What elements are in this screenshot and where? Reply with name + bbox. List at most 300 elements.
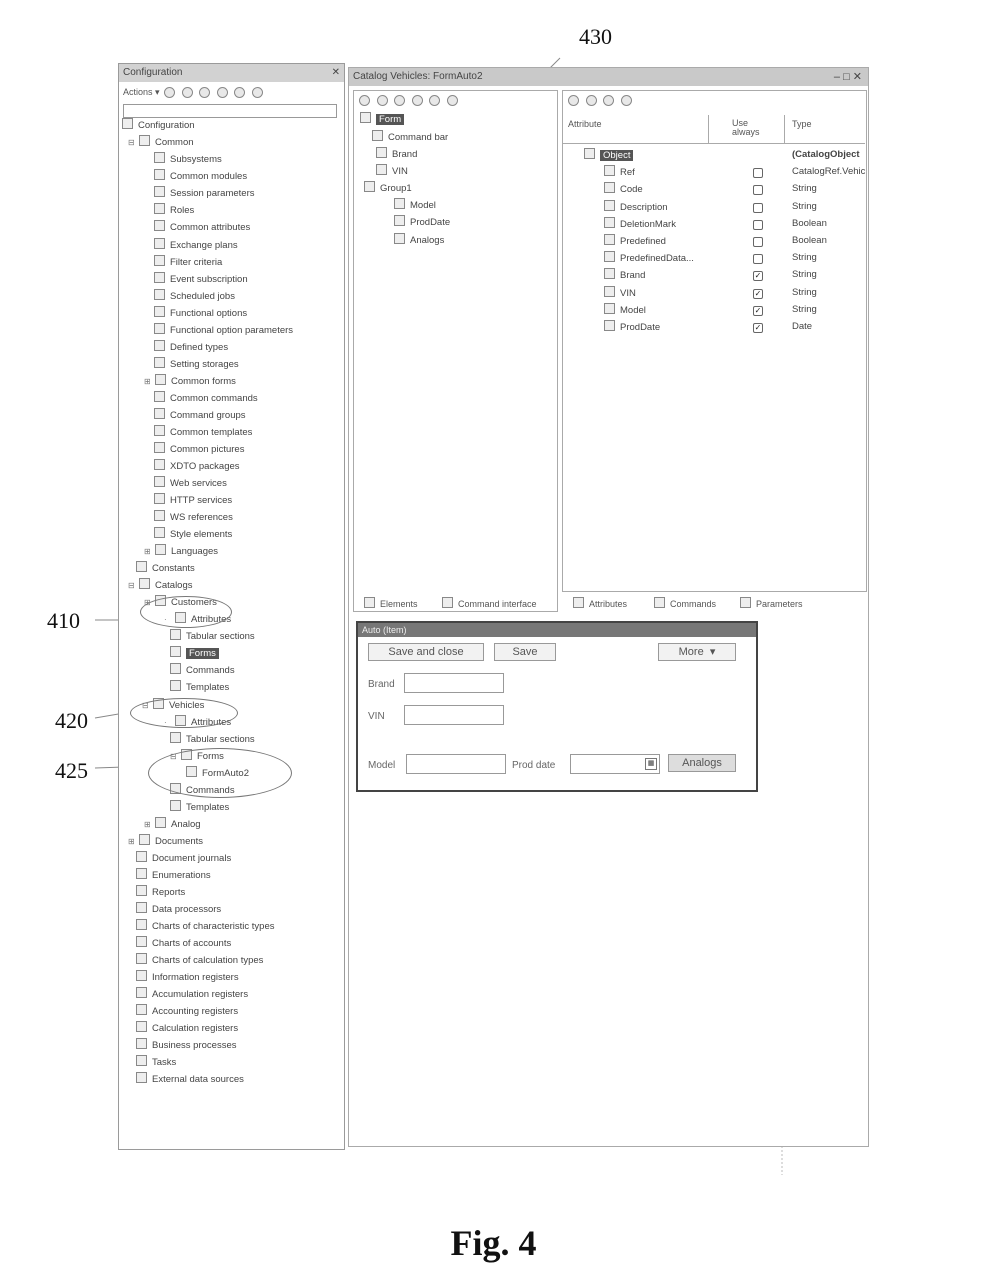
expand-icon[interactable]: ⊟ [142,701,149,710]
metadata-icon [154,391,165,402]
add-icon[interactable] [568,95,579,106]
attribute-column-header[interactable]: Attribute [568,119,602,129]
config-tree-item[interactable] [136,1038,236,1052]
form-element-icon [394,198,405,209]
metadata-icon [122,118,133,129]
tab-icon [740,597,751,608]
config-tree-label: Attributes [191,717,232,728]
attribute-type: (CatalogObject [792,149,860,160]
config-tree-item[interactable] [154,169,247,183]
config-tree-label: Common templates [170,427,253,438]
metadata-icon [154,493,165,504]
up-icon[interactable] [217,87,228,98]
tab-label: Commands [670,599,717,609]
config-tree-label: Tabular sections [186,734,255,745]
metadata-icon [154,238,165,249]
form-element-icon [376,164,387,175]
ref-410: 410 [47,608,80,633]
expand-icon[interactable]: ⊞ [144,547,151,556]
figure-caption: Fig. 4 [450,1223,537,1263]
config-tree-label: Constants [152,563,195,574]
config-tree-label: Calculation registers [152,1023,239,1034]
expand-icon[interactable]: · [164,718,167,727]
vin-field[interactable] [404,705,504,725]
form-element-label: Brand [392,149,418,160]
metadata-icon [154,527,165,538]
attribute-type: Date [792,321,813,332]
brand-label: Brand [368,679,395,690]
highlight-forms [148,748,292,798]
configuration-title: Configuration [123,67,183,78]
config-tree-label: Forms [197,751,224,762]
attribute-row[interactable] [604,200,668,214]
expand-icon[interactable]: ⊟ [128,581,135,590]
config-tree-item[interactable] [154,408,246,422]
config-tree-label: Business processes [152,1040,237,1051]
attribute-name: DeletionMark [620,218,676,230]
metadata-icon [170,629,181,640]
form-element-label: Group1 [380,183,412,194]
config-tree-item[interactable] [136,970,239,984]
metadata-icon [136,936,147,947]
vin-label: VIN [368,711,385,722]
config-tree-label: Attributes [191,614,232,625]
ref-420: 420 [55,708,88,733]
form-element-icon [364,181,375,192]
metadata-icon [154,220,165,231]
attribute-name: Description [620,201,668,213]
config-tree-label: Common commands [170,393,258,404]
config-tree-label: Analog [171,819,201,830]
use-always-checkbox[interactable] [753,185,763,195]
attribute-type: String [792,286,817,298]
config-tree-item[interactable] [154,459,240,473]
metadata-icon [139,135,150,146]
config-tree-item[interactable] [136,1055,176,1069]
form-element-label: Model [410,200,436,211]
more-label: More [678,646,704,658]
attribute-row[interactable] [604,268,645,282]
config-tree-label: XDTO packages [170,461,240,472]
config-tree-item[interactable] [154,442,244,456]
config-tree-item[interactable] [154,203,194,217]
form-editor-title: Catalog Vehicles: FormAuto2 [353,71,483,82]
attribute-row[interactable] [604,217,676,231]
preview-form [356,621,758,792]
config-tree-item[interactable] [154,357,239,371]
use-always-checkbox[interactable]: ✓ [754,288,762,298]
metadata-icon [155,374,166,385]
expand-icon[interactable]: ⊞ [128,837,135,846]
config-tree-item[interactable] [154,272,248,286]
config-tree-item[interactable] [144,374,236,388]
config-tree-item[interactable] [136,902,221,916]
config-tree-label: Tasks [152,1057,177,1068]
expand-icon[interactable]: ⊟ [128,138,135,147]
attribute-icon [604,217,615,228]
attribute-icon [604,320,615,331]
form-element-label: ProdDate [410,217,451,228]
metadata-icon [154,323,165,334]
delete-icon[interactable] [621,95,632,106]
expand-icon[interactable]: ⊞ [144,820,151,829]
attribute-icon [604,234,615,245]
ref-430: 430 [579,24,612,49]
config-tree-item[interactable] [122,118,195,132]
attribute-type: CatalogRef.Vehic [792,166,866,178]
use-always-checkbox[interactable]: ✓ [754,323,762,332]
form-element-item[interactable] [376,147,417,161]
metadata-icon [154,272,165,283]
attribute-name: Object [600,150,633,161]
config-tree-item[interactable] [136,936,231,950]
expand-icon[interactable]: · [164,615,167,624]
form-element-item[interactable] [394,233,444,247]
use-always-checkbox[interactable] [753,220,763,230]
metadata-icon [154,289,165,300]
attributes-header [562,115,865,144]
config-tree-item[interactable] [128,834,203,848]
form-element-item[interactable] [372,130,448,144]
metadata-icon [170,646,181,657]
config-tree-label: Roles [170,205,195,216]
form-element-item[interactable] [376,164,408,178]
down-icon[interactable] [234,87,245,98]
metadata-icon [154,408,165,419]
config-tree-item[interactable] [170,663,235,677]
metadata-icon [136,1055,147,1066]
metadata-icon [154,459,165,470]
config-tree-label: Setting storages [170,359,239,370]
form-element-label: VIN [392,166,408,177]
metadata-icon [155,544,166,555]
config-tree-label: Functional options [170,308,248,319]
use-always-column-header[interactable]: Use always [732,118,760,137]
metadata-icon [136,1021,147,1032]
metadata-icon [139,834,150,845]
type-column-header[interactable]: Type [792,119,812,129]
config-tree-item[interactable] [144,544,218,558]
close-icon[interactable]: ✕ [331,67,340,78]
form-editor-titlebar [349,68,868,86]
form-element-icon [376,147,387,158]
chevron-down-icon: ▾ [706,646,716,658]
metadata-icon [170,680,181,691]
config-tree-item[interactable] [136,868,211,882]
attribute-row[interactable] [604,251,694,265]
config-tree-label: Commands [186,665,235,676]
attribute-icon [584,148,595,159]
metadata-icon [154,442,165,453]
config-tree-item[interactable] [154,476,227,490]
brand-field[interactable] [404,673,504,693]
config-tree-label: Reports [152,887,186,898]
highlight-vehicles [130,698,238,728]
filter-icon[interactable] [252,87,263,98]
preview-title: Auto (Item) [358,623,756,637]
use-always-checkbox[interactable]: ✓ [754,305,762,315]
search-input[interactable] [123,104,337,118]
config-tree-label: Command groups [170,410,246,421]
config-tree-label: Templates [186,682,230,693]
metadata-icon [154,510,165,521]
attribute-row[interactable] [604,320,660,334]
config-tree-label: Event subscription [170,274,248,285]
config-tree-label: External data sources [152,1074,244,1085]
metadata-icon [136,987,147,998]
form-element-item[interactable] [360,112,404,126]
tab-label: Parameters [756,599,803,609]
use-always-checkbox[interactable]: ✓ [754,271,762,281]
config-tree-label: Commands [186,785,235,796]
config-tree-item[interactable] [154,527,232,541]
attribute-icon [604,303,615,314]
form-element-icon [394,233,405,244]
metadata-icon [154,186,165,197]
metadata-icon [136,953,147,964]
attribute-name: Model [620,304,646,316]
config-tree-label: Languages [171,546,219,557]
config-tree-item[interactable] [154,425,252,439]
metadata-icon [154,152,165,163]
attribute-type: String [792,200,817,212]
actions-menu[interactable]: Actions [123,87,153,97]
metadata-icon [136,1072,147,1083]
tab-label: Attributes [589,599,628,609]
config-tree-label: Accumulation registers [152,989,249,1000]
config-tree-label: Customers [171,597,217,608]
edit-icon[interactable] [182,87,193,98]
metadata-icon [136,1004,147,1015]
config-tree-label: Document journals [152,853,232,864]
ref-425: 425 [55,758,88,783]
analogs-button[interactable]: Analogs [668,754,736,772]
config-tree-label: Vehicles [169,700,205,711]
attribute-row[interactable] [604,286,636,300]
attribute-row[interactable] [604,303,646,317]
config-tree-item[interactable] [154,220,250,234]
config-tree-label: Scheduled jobs [170,291,235,302]
config-tree-item[interactable] [154,255,222,269]
config-tree-label: WS references [170,512,233,523]
metadata-icon [136,919,147,930]
metadata-icon [136,902,147,913]
use-always-checkbox[interactable] [753,237,763,247]
more-button[interactable] [658,643,736,661]
tab-elements[interactable] [364,597,418,609]
attribute-name: PredefinedData... [620,253,694,265]
config-tree-item[interactable] [154,186,254,200]
config-tree-item[interactable] [128,578,193,592]
config-tree-label: Configuration [138,120,195,131]
elements-toolbar [357,92,460,108]
metadata-icon [154,306,165,317]
add-icon[interactable] [359,95,370,106]
config-tree-item[interactable] [154,510,233,524]
attribute-icon [604,286,615,297]
config-tree-label: Common modules [170,171,248,182]
config-tree-item[interactable] [170,646,219,660]
attribute-row[interactable] [604,182,643,196]
config-tree-item[interactable] [154,238,238,252]
metadata-icon [136,561,147,572]
config-tree-label: Tabular sections [186,631,255,642]
metadata-icon [170,732,181,743]
config-tree-label: Session parameters [170,188,255,199]
config-tree-label: Web services [170,478,227,489]
config-tree-label: Charts of accounts [152,938,232,949]
config-tree-label: Forms [186,648,219,659]
delete-icon[interactable] [199,87,210,98]
attribute-type: String [792,183,817,195]
save-and-close-button[interactable]: Save and close [368,643,484,661]
config-tree-item[interactable] [154,493,232,507]
form-element-item[interactable] [364,181,412,195]
prod-date-field[interactable] [570,754,660,774]
config-tree-item[interactable] [154,289,235,303]
tab-icon [573,597,584,608]
config-tree-label: Exchange plans [170,240,238,251]
config-tree-item[interactable] [136,953,263,967]
config-tree-item[interactable] [154,323,293,337]
config-tree-label: Common [155,137,194,148]
model-label: Model [368,760,396,771]
config-tree-label: Documents [155,836,204,847]
use-always-checkbox[interactable] [753,168,763,178]
config-tree-item[interactable] [170,680,229,694]
config-tree-label: Enumerations [152,870,211,881]
metadata-icon [136,1038,147,1049]
attribute-type: String [792,269,817,281]
config-tree-label: Data processors [152,904,222,915]
config-tree-item[interactable] [154,152,222,166]
use-always-checkbox[interactable] [753,203,763,213]
metadata-icon [136,851,147,862]
config-tree-label: Style elements [170,529,233,540]
tab-label: Command interface [458,599,537,609]
expand-icon[interactable]: ⊞ [144,598,151,607]
form-element-icon [360,112,371,123]
attribute-icon [604,182,615,193]
metadata-icon [170,663,181,674]
attribute-type: String [792,303,817,315]
expand-icon[interactable]: ⊞ [144,377,151,386]
copy-icon[interactable] [586,95,597,106]
attribute-row[interactable] [604,165,635,179]
attribute-name: ProdDate [620,322,661,333]
tab-parameters[interactable] [740,597,803,609]
tab-commands[interactable] [654,597,716,609]
model-field[interactable] [406,754,506,774]
config-tree-label: Subsystems [170,154,222,165]
config-tree-item[interactable] [136,885,185,899]
config-tree-item[interactable] [136,561,195,575]
attribute-type: Boolean [792,235,827,246]
attribute-name: VIN [620,287,636,299]
tab-label: Elements [380,599,418,609]
calendar-icon[interactable]: ▦ [645,758,657,770]
config-tree-item[interactable] [136,1004,238,1018]
up-icon[interactable] [412,95,423,106]
metadata-icon [136,970,147,981]
attribute-icon [604,268,615,279]
config-tree-label: Common attributes [170,222,251,233]
metadata-icon [170,800,181,811]
attribute-row[interactable] [604,234,666,248]
metadata-icon [136,885,147,896]
config-tree-item[interactable] [154,340,228,354]
form-element-icon [372,130,383,141]
config-tree-item[interactable] [136,919,275,933]
config-tree-item[interactable] [170,629,255,643]
config-tree-item[interactable] [170,800,229,814]
metadata-icon [154,340,165,351]
config-tree-item[interactable] [136,1072,244,1086]
config-tree-item[interactable] [128,135,194,149]
use-always-checkbox[interactable] [753,254,763,264]
tab-command-interface[interactable] [442,597,537,609]
config-tree-item[interactable] [170,732,255,746]
metadata-icon [154,255,165,266]
attribute-row[interactable] [584,148,633,162]
save-button[interactable]: Save [494,643,556,661]
form-element-item[interactable] [394,198,436,212]
attribute-icon [604,200,615,211]
config-tree-item[interactable] [144,817,201,831]
config-tree-item[interactable] [154,306,247,320]
config-tree-item[interactable] [136,987,248,1001]
attribute-name: Ref [620,167,635,179]
config-tree-item[interactable] [136,851,231,865]
config-tree-label: Information registers [152,972,239,983]
metadata-icon [139,578,150,589]
metadata-icon [136,868,147,879]
config-tree-item[interactable] [136,1021,238,1035]
attributes-toolbar [566,92,634,108]
metadata-icon [154,357,165,368]
attribute-name: Brand [620,270,646,282]
form-element-label: Analogs [410,235,445,246]
config-tree-item[interactable] [154,391,258,405]
delete-icon[interactable] [394,95,405,106]
add-icon[interactable] [164,87,175,98]
tab-attributes[interactable] [573,597,627,609]
metadata-icon [154,425,165,436]
down-icon[interactable] [429,95,440,106]
config-tree-label: Filter criteria [170,257,223,268]
form-element-label: Form [376,114,404,125]
edit-icon[interactable] [377,95,388,106]
metadata-icon [154,169,165,180]
configuration-toolbar: Actions ▾ [123,84,265,100]
command-bar-icon[interactable] [447,95,458,106]
config-tree-label: Catalogs [155,580,193,591]
metadata-icon [154,203,165,214]
tab-icon [654,597,665,608]
config-tree-label: Common forms [171,376,236,387]
expand-icon[interactable]: ⊟ [170,752,177,761]
form-element-item[interactable] [394,215,450,229]
config-tree-label: Accounting registers [152,1006,239,1017]
edit-icon[interactable] [603,95,614,106]
attribute-icon [604,251,615,262]
window-controls[interactable]: – □ ✕ [833,71,862,83]
attribute-name: Code [620,184,643,196]
tab-icon [442,597,453,608]
config-tree-label: Common pictures [170,444,245,455]
config-tree-label: Templates [186,802,230,813]
config-tree-label: Charts of characteristic types [152,921,275,932]
